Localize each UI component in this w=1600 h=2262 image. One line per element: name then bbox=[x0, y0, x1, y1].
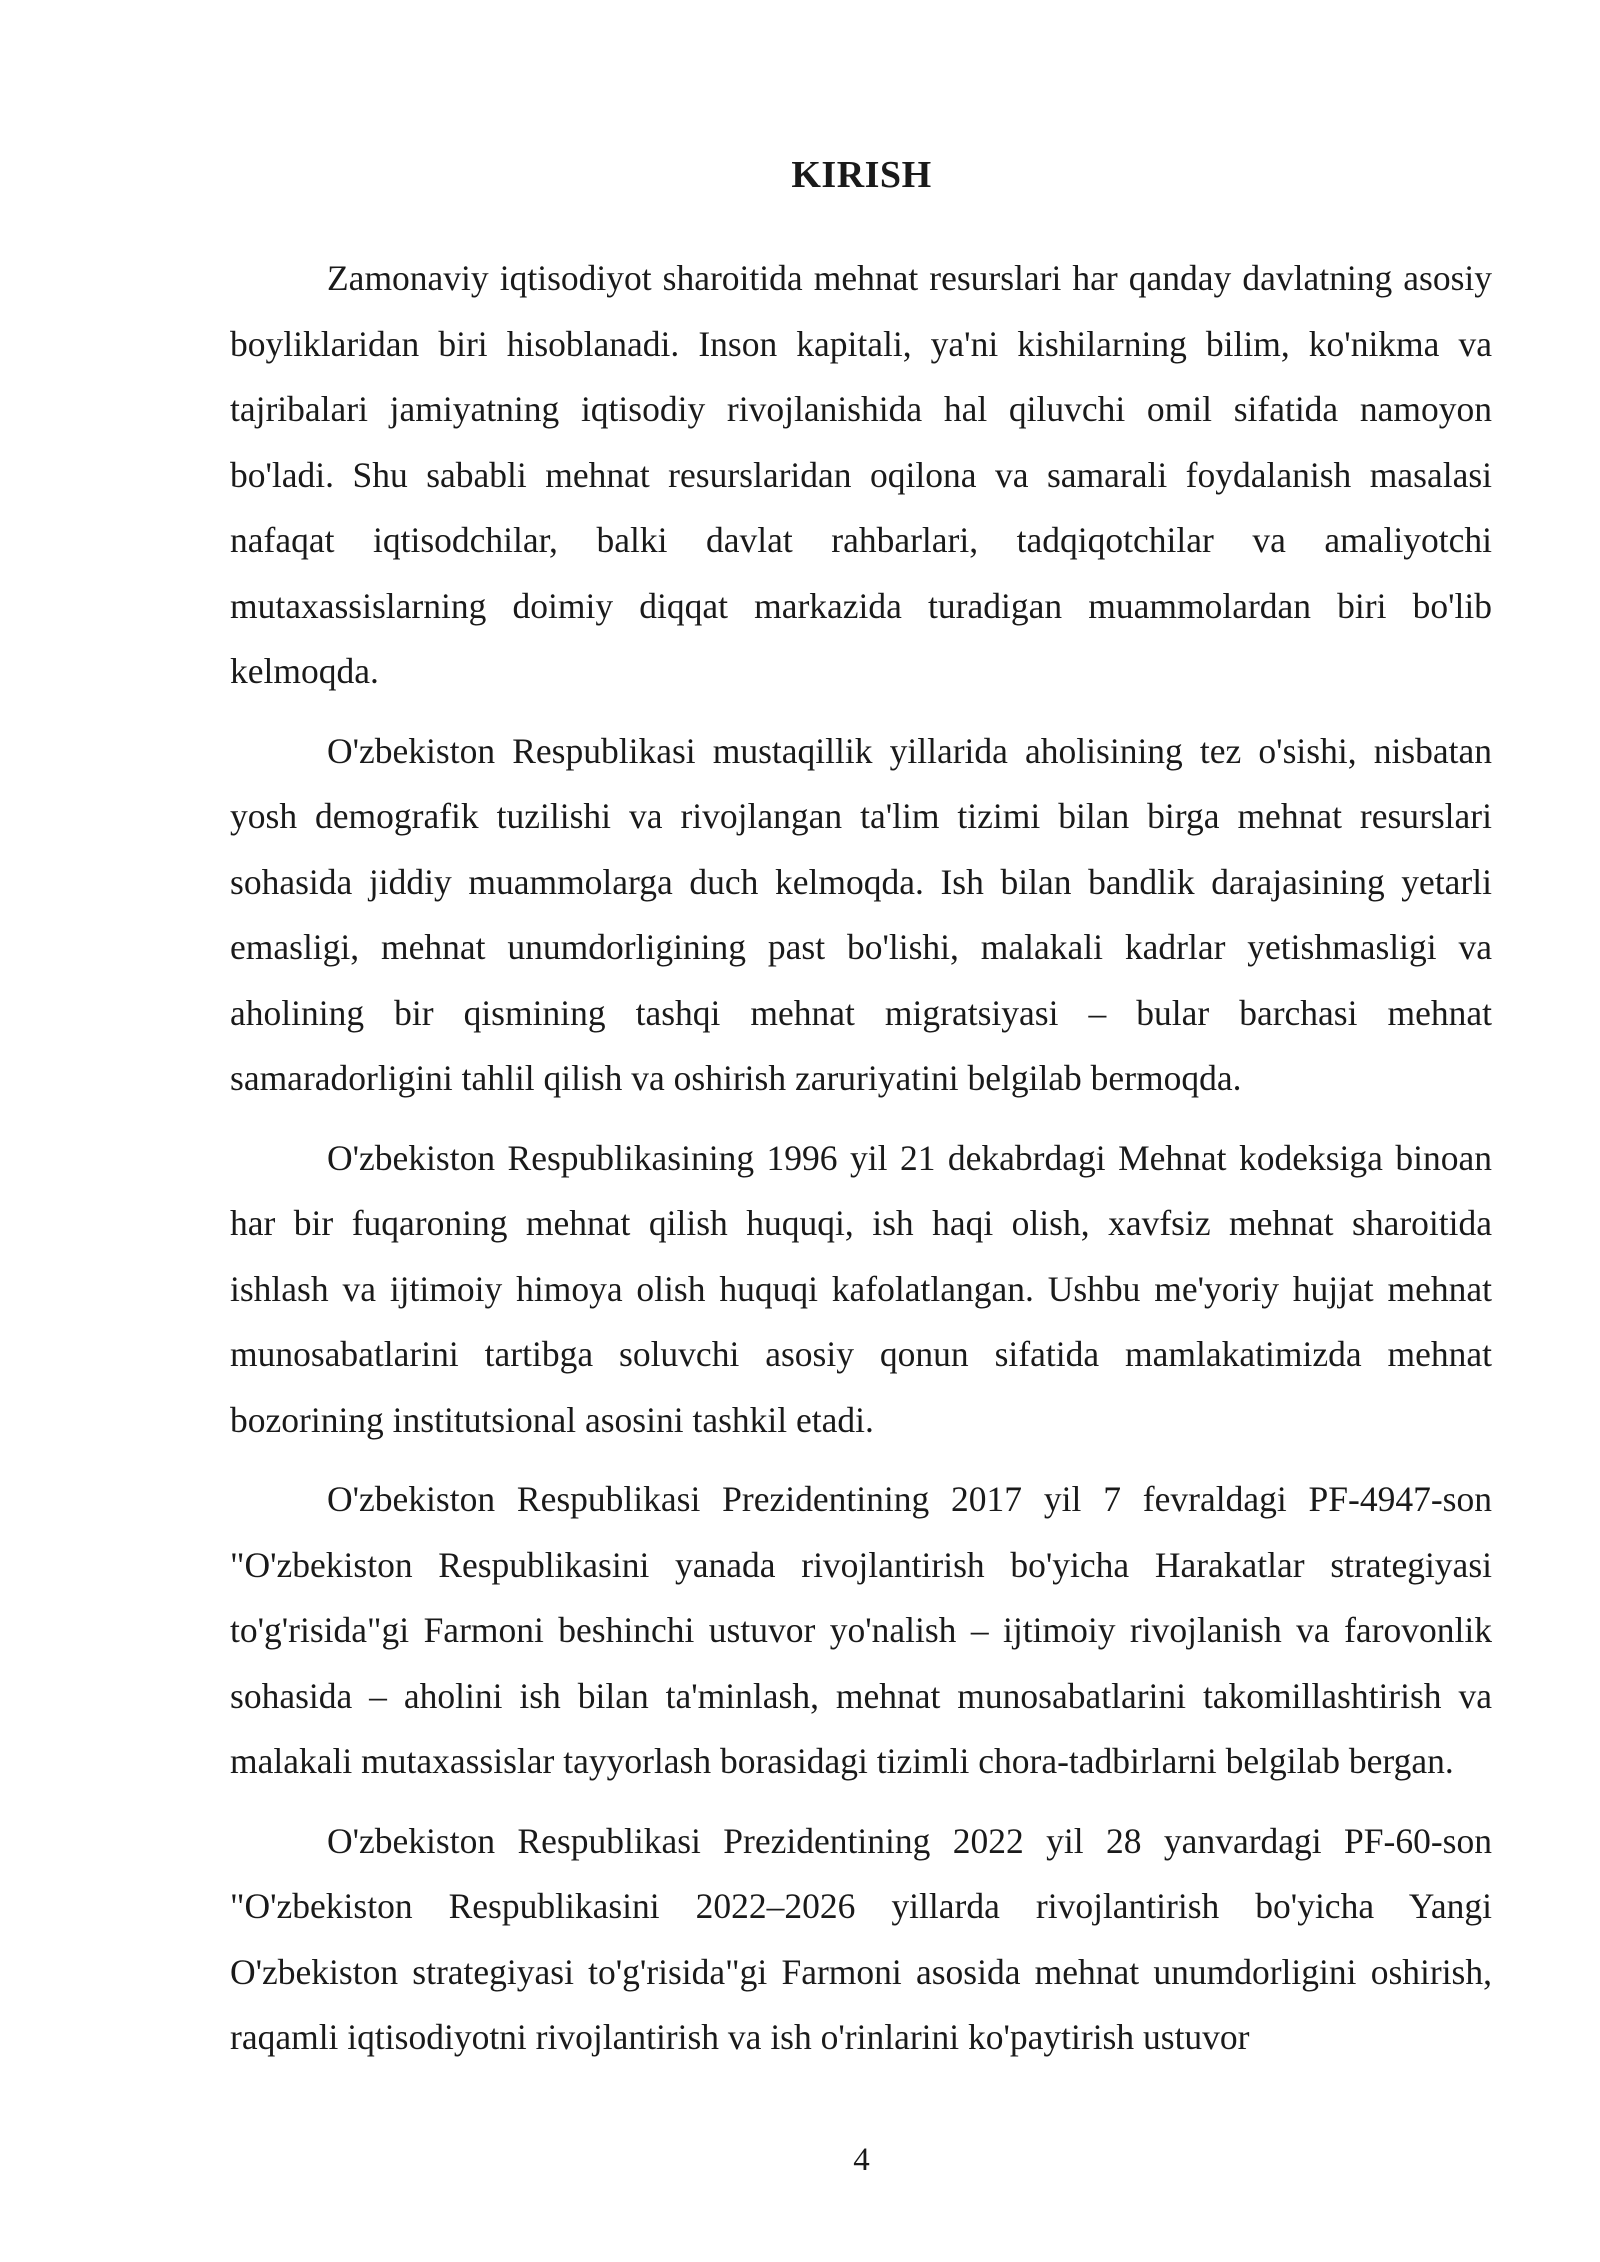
paragraph-1: Zamonaviy iqtisodiyot sharoitida mehnat resurslari har qanday davlatning asosiy boyliklaridan biri hisoblanadi. Inson kapitali, ya'ni kishilarning bilim, ko'nikma va tajribalari jamiyatning iqtisodiy rivojlanishida hal qiluvchi omil sifatida namoyon bo'ladi. Shu sababli mehnat resurslaridan oqilona va samarali foydalanish masalasi nafaqat iqtisodchilar, balki davlat rahbarlari, tadqiqotchilar va amaliyotchi mutaxassislarning doimiy diqqat markazida turadigan muammolardan biri bo'lib kelmoqda. bbox=[230, 258, 1492, 691]
paragraph-5: O'zbekiston Respublikasi Prezidentining 2022 yil 28 yanvardagi PF-60-son "O'zbekiston Respublikasini 2022–2026 yillarda rivojlantirish bo'yicha Yangi O'zbekiston strategiyasi to'g'risida"gi Farmoni asosida mehnat unumdorligini oshirish, raqamli iqtisodiyotni rivojlantirish va ish o'rinlarini ko'paytirish ustuvor bbox=[230, 1820, 1492, 2057]
section-title: KIRISH bbox=[791, 154, 932, 196]
body-text bbox=[230, 246, 1492, 2071]
paragraph-3: O'zbekiston Respublikasining 1996 yil 21 dekabrdagi Mehnat kodeksiga binoan har bir fuqaroning mehnat qilish huquqi, ish haqi olish, xavfsiz mehnat sharoitida ishlash va ijtimoiy himoya olish huquqi kafolatlangan. Ushbu me'yoriy hujjat mehnat munosabatlarini tartibga soluvchi asosiy qonun sifatida mamlakatimizda mehnat bozorining institutsional asosini tashkil etadi. bbox=[230, 1137, 1492, 1440]
paragraph-2: O'zbekiston Respublikasi mustaqillik yillarida aholisining tez o'sishi, nisbatan yosh demografik tuzilishi va rivojlangan ta'lim tizimi bilan birga mehnat resurslari sohasida jiddiy muammolarga duch kelmoqda. Ish bilan bandlik darajasining yetarli emasligi, mehnat unumdorligining past bo'lishi, malakali kadrlar yetishmasligi va aholining bir qismining tashqi mehnat migratsiyasi – bular barchasi mehnat samaradorligini tahlil qilish va oshirish zaruriyatini belgilab bermoqda. bbox=[230, 730, 1492, 1098]
page-number: 4 bbox=[853, 2142, 870, 2178]
paragraph-4: O'zbekiston Respublikasi Prezidentining 2017 yil 7 fevraldagi PF-4947-son "O'zbekiston Respublikasini yanada rivojlantirish bo'yicha Harakatlar strategiyasi to'g'risida"gi Farmoni beshinchi ustuvor yo'nalish – ijtimoiy rivojlanish va farovonlik sohasida – aholini ish bilan ta'minlash, mehnat munosabatlarini takomillashtirish va malakali mutaxassislar tayyorlash borasidagi tizimli chora-tadbirlarni belgilab bergan. bbox=[230, 1479, 1492, 1781]
